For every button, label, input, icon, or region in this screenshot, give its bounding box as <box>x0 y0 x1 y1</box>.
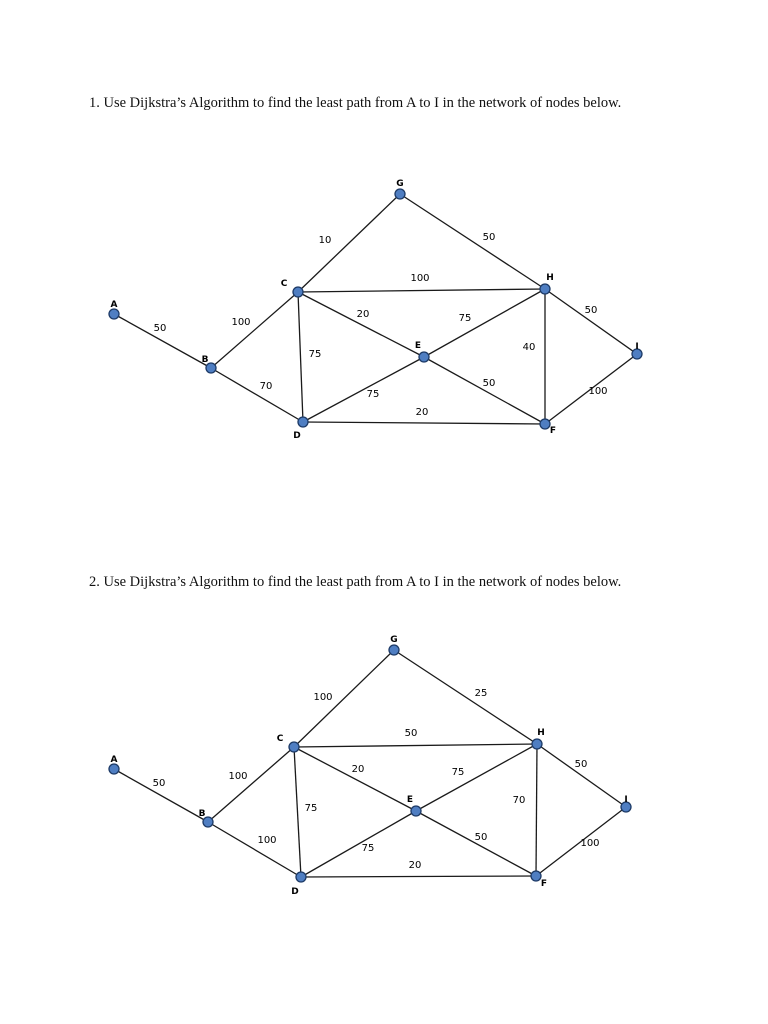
node-label-c: C <box>280 279 288 289</box>
edge-weight-h-i: 50 <box>574 759 588 770</box>
node-e <box>419 352 429 362</box>
edge-weight-c-g: 10 <box>318 235 332 246</box>
edge-weight-e-h: 75 <box>451 767 465 778</box>
node-g <box>395 189 405 199</box>
edge-h-i <box>545 289 637 354</box>
node-label-i: I <box>624 795 628 805</box>
edge-h-f <box>536 744 537 876</box>
edge-weight-c-e: 20 <box>351 764 365 775</box>
node-f <box>531 871 541 881</box>
edge-b-c <box>211 292 298 368</box>
edge-c-e <box>298 292 424 357</box>
edge-d-e <box>303 357 424 422</box>
node-label-b: B <box>198 809 206 819</box>
edge-b-c <box>208 747 294 822</box>
edge-c-d <box>294 747 301 877</box>
edge-d-f <box>303 422 545 424</box>
node-label-a: A <box>110 755 118 765</box>
node-e <box>411 806 421 816</box>
node-label-b: B <box>201 355 209 365</box>
edge-weight-c-d: 75 <box>304 803 318 814</box>
edge-c-d <box>298 292 303 422</box>
edge-weight-d-f: 20 <box>408 860 422 871</box>
node-label-h: H <box>546 273 554 283</box>
edge-b-d <box>211 368 303 422</box>
edge-weight-d-f: 20 <box>415 407 429 418</box>
node-g <box>389 645 399 655</box>
edge-weight-h-f: 70 <box>512 795 526 806</box>
edge-weight-c-h: 100 <box>410 273 430 284</box>
edge-c-g <box>298 194 400 292</box>
node-label-a: A <box>110 300 118 310</box>
node-c <box>293 287 303 297</box>
edge-c-h <box>294 744 537 747</box>
edge-weight-d-e: 75 <box>366 389 380 400</box>
edge-a-b <box>114 769 208 822</box>
node-d <box>296 872 306 882</box>
edge-b-d <box>208 822 301 877</box>
network-diagram-2 <box>0 620 768 920</box>
edge-weight-h-f: 40 <box>522 342 536 353</box>
edge-d-e <box>301 811 416 877</box>
edge-weight-b-d: 100 <box>257 835 277 846</box>
node-label-e: E <box>414 341 422 351</box>
edge-weight-f-i: 100 <box>580 838 600 849</box>
node-label-g: G <box>390 635 398 645</box>
node-label-g: G <box>396 179 404 189</box>
edge-weight-g-h: 50 <box>482 232 496 243</box>
edge-d-f <box>301 876 536 877</box>
edge-weight-b-c: 100 <box>228 771 248 782</box>
node-label-f: F <box>540 879 548 889</box>
edge-c-e <box>294 747 416 811</box>
node-h <box>532 739 542 749</box>
node-a <box>109 309 119 319</box>
edge-weight-c-g: 100 <box>313 692 333 703</box>
question-2-text: 2. Use Dijkstra’s Algorithm to find the least path from A to I in the network of nodes below. <box>89 574 622 590</box>
node-label-c: C <box>276 734 284 744</box>
node-label-e: E <box>406 795 414 805</box>
question-1-text: 1. Use Dijkstra’s Algorithm to find the least path from A to I in the network of nodes below. <box>89 95 622 111</box>
node-label-d: D <box>293 431 301 441</box>
edge-weight-f-i: 100 <box>588 386 608 397</box>
edge-weight-e-f: 50 <box>482 378 496 389</box>
network-diagram-1 <box>0 160 768 460</box>
node-label-d: D <box>291 887 299 897</box>
node-d <box>298 417 308 427</box>
node-label-h: H <box>537 728 545 738</box>
edge-weight-c-d: 75 <box>308 349 322 360</box>
node-label-i: I <box>635 342 639 352</box>
edge-c-h <box>298 289 545 292</box>
node-label-f: F <box>549 426 557 436</box>
node-f <box>540 419 550 429</box>
edge-weight-b-c: 100 <box>231 317 251 328</box>
edge-weight-b-d: 70 <box>259 381 273 392</box>
edge-h-i <box>537 744 626 807</box>
edge-e-f <box>424 357 545 424</box>
edge-weight-d-e: 75 <box>361 843 375 854</box>
node-a <box>109 764 119 774</box>
edge-weight-c-e: 20 <box>356 309 370 320</box>
node-h <box>540 284 550 294</box>
edge-weight-e-h: 75 <box>458 313 472 324</box>
edge-weight-g-h: 25 <box>474 688 488 699</box>
edge-weight-e-f: 50 <box>474 832 488 843</box>
edge-weight-h-i: 50 <box>584 305 598 316</box>
node-c <box>289 742 299 752</box>
edge-weight-a-b: 50 <box>152 778 166 789</box>
edge-e-f <box>416 811 536 876</box>
edge-weight-c-h: 50 <box>404 728 418 739</box>
edge-c-g <box>294 650 394 747</box>
edge-weight-a-b: 50 <box>153 323 167 334</box>
